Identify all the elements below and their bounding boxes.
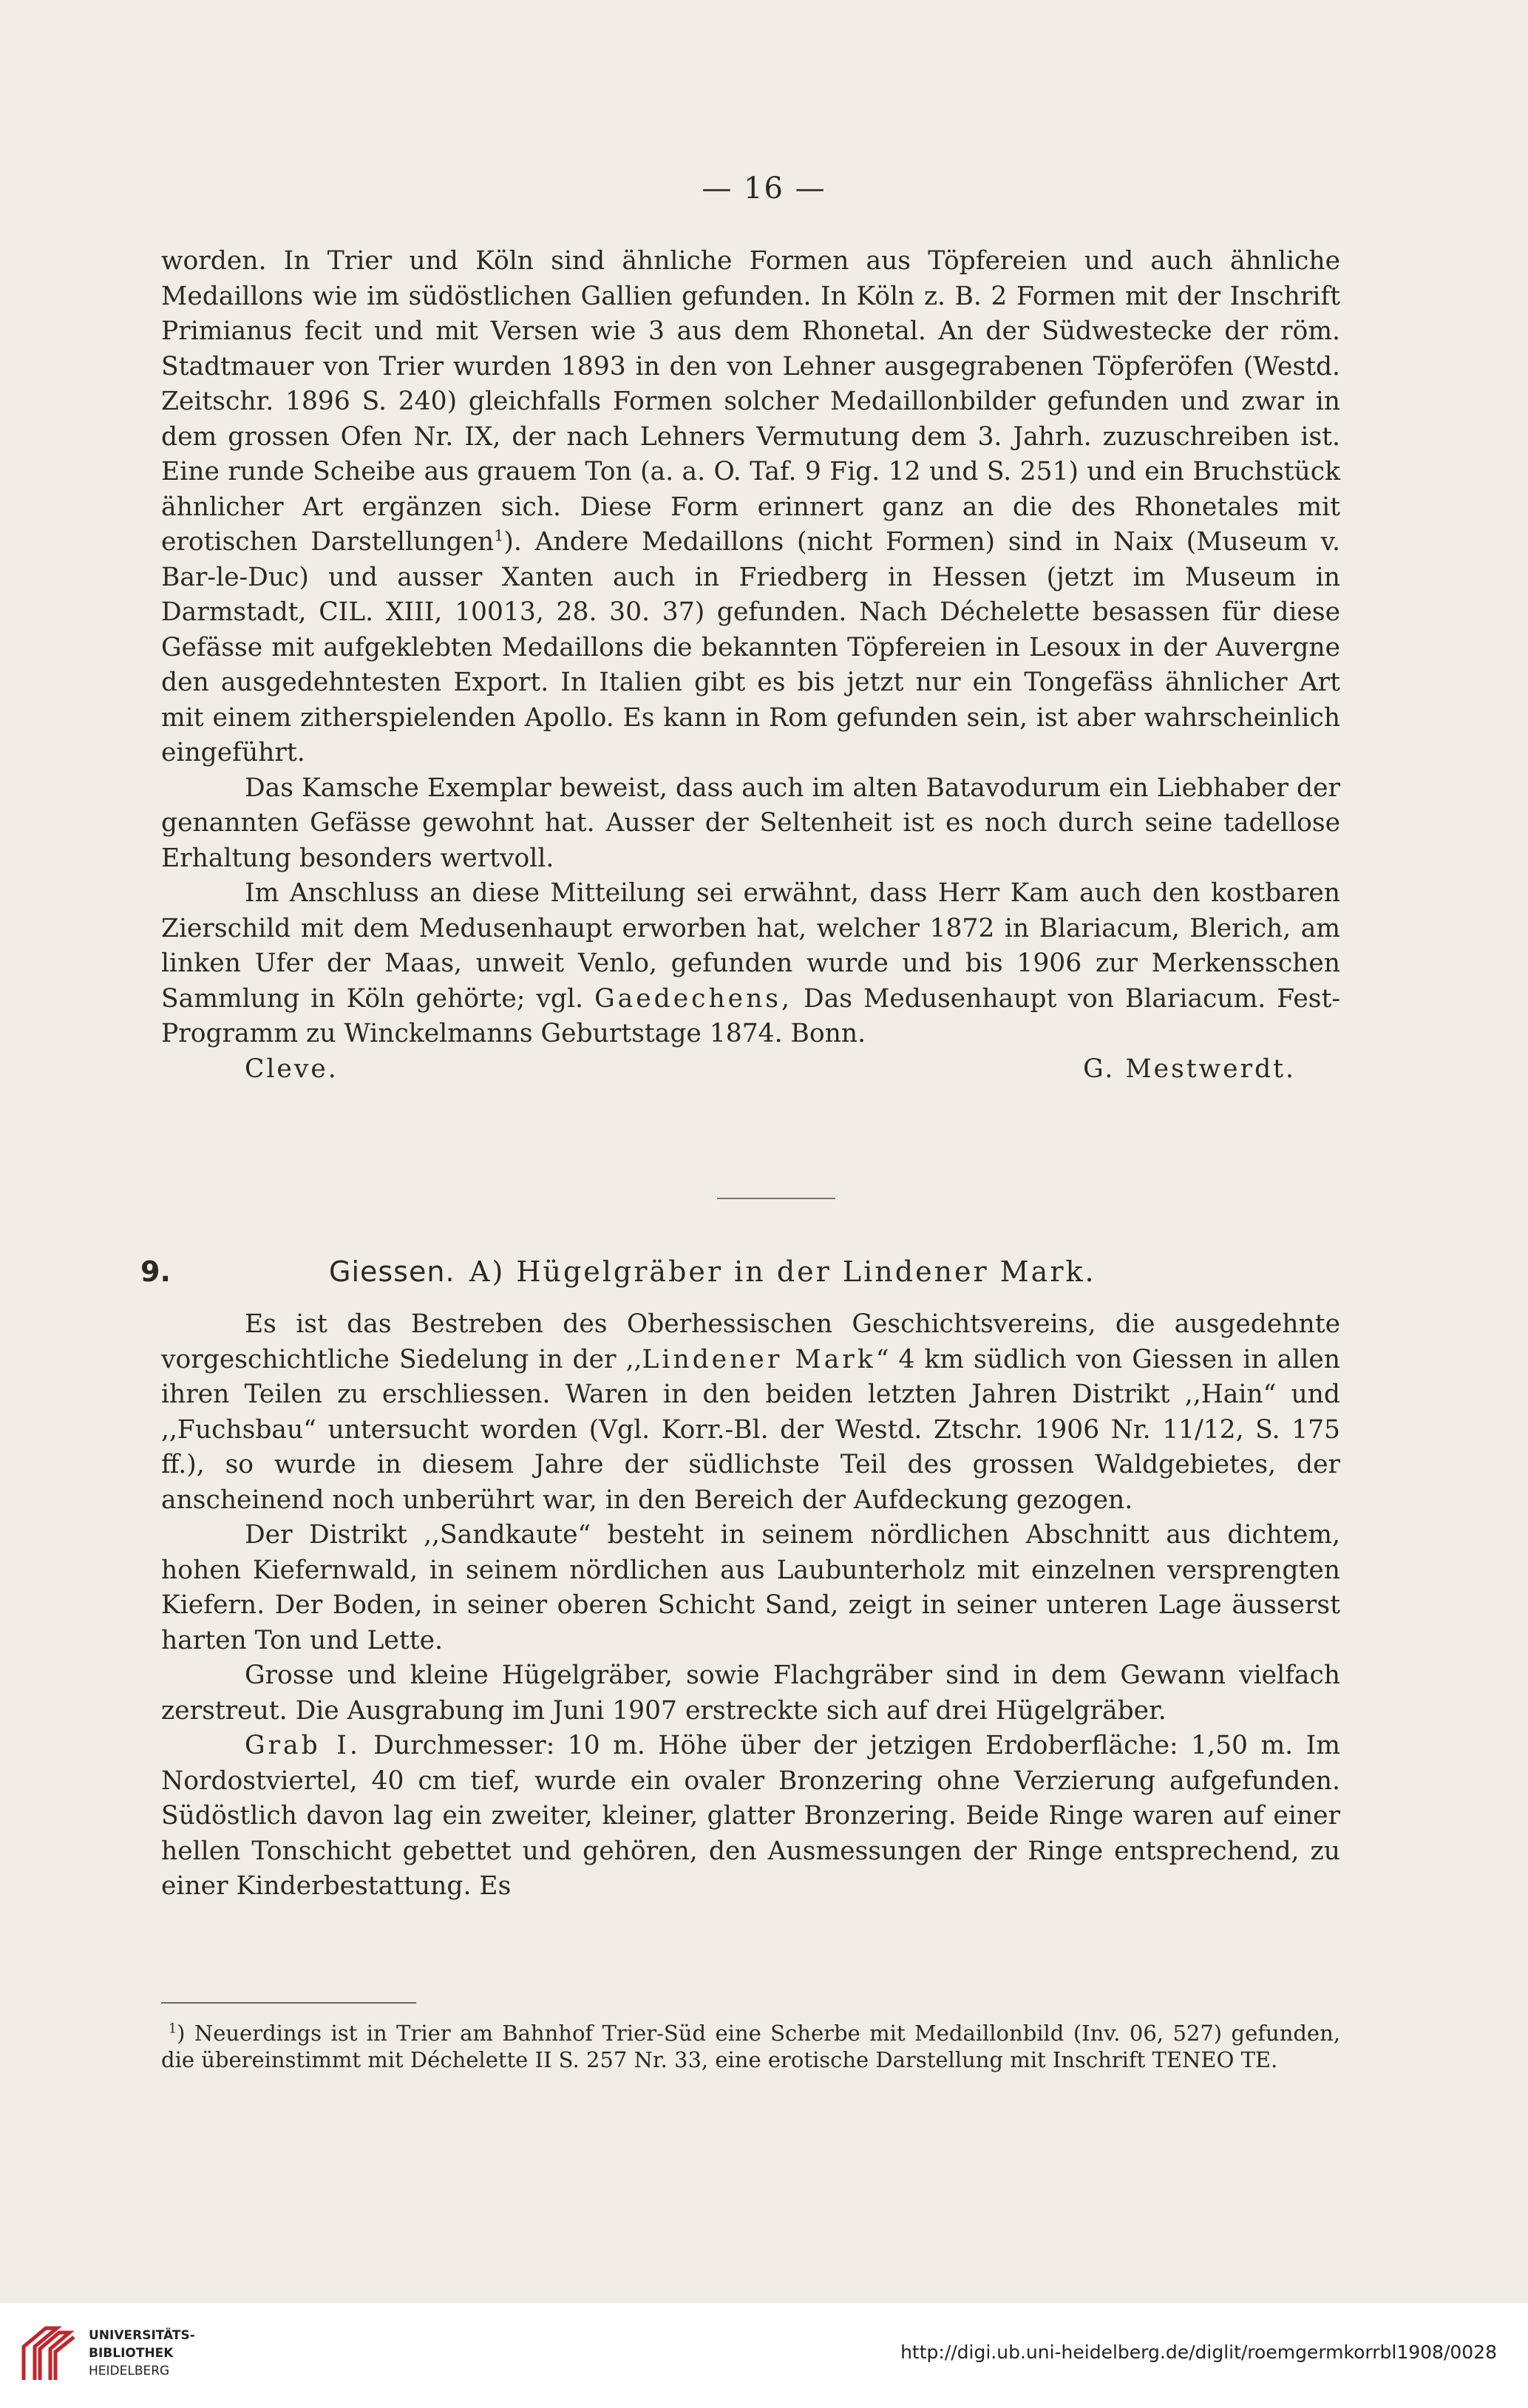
- paragraph: [161, 244, 1340, 771]
- library-name-line: HEIDELBERG: [89, 2364, 170, 2378]
- page-number: — 16 —: [702, 172, 826, 206]
- signature-author: G. Mestwerdt.: [1083, 1054, 1296, 1084]
- paragraph: [161, 1729, 1340, 1905]
- paragraph: [161, 876, 1340, 1052]
- section-body: [161, 1307, 1340, 1905]
- paragraph-text: worden. In Trier und Köln sind ähnliche Formen aus Töpfereien und auch ähnliche Medaillons wie im südöstlichen Gallien gefunden. In Köln z. B. 2 Formen mit der Inschrift Primianus fecit und mit Versen wie 3 aus dem Rhonetal. An der Südwestecke der röm. Stadtmauer von Trier wurden 1893 in den von Lehner ausgegrabenen Töpferöfen (Westd. Zeitschr. 1896 S. 240) gleichfalls Formen solcher Medaillonbilder gefunden und zwar in dem grossen Ofen Nr. IX, der nach Lehners Vermutung dem 3. Jahrh. zuzuschreiben ist. Eine runde Scheibe aus grauem Ton (a. a. O. Taf. 9 Fig. 12 und S. 251) und ein Bruchstück ähnlicher Art ergänzen sich. Diese Form erinnert ganz an die des Rhonetales mit erotischen Darstellungen: [161, 246, 1340, 557]
- place-name: Lindener Mark: [642, 1344, 876, 1374]
- section-number: 9.: [140, 1255, 171, 1288]
- grave-label: Grab I.: [245, 1731, 361, 1760]
- paragraph-text: Durchmesser: 10 m. Höhe über der jetzigen Erdoberfläche: 1,50 m. Im Nordostviertel, 40 cm tief, wurde ein ovaler Bronzering ohne Verzierung aufgefunden. Südöstlich davon lag ein zweiter, kleiner, glatter Bronzering. Beide Ringe waren auf einer hellen Tonschicht gebettet und gehören, den Ausmessungen der Ringe entsprechend, zu einer Kinderbestattung. Es: [161, 1731, 1340, 1901]
- paragraph: Der Distrikt ,,Sandkaute“ besteht in seinem nördlichen Abschnitt aus dichtem, hohen Kiefernwald, in seinem nördlichen aus Laubunterholz mit einzelnen versprengten Kiefern. Der Boden, in seiner oberen Schicht Sand, zeigt in seiner unteren Lage äusserst harten Ton und Lette.: [161, 1520, 1340, 1655]
- library-name-line: UNIVERSITÄTS-: [89, 2328, 195, 2343]
- paragraph-text: “ 4 km südlich von Giessen in allen ihren Teilen zu erschliessen. Waren in den beiden letzten Jahren Distrikt ,,Hain“ und ,,Fuchsbau“ untersucht worden (Vgl. Korr.-Bl. der Westd. Ztschr. 1906 Nr. 11/12, S. 175 ff.), so wurde in diesem Jahre der südlichste Teil des grossen Waldgebietes, der anscheinend noch unberührt war, in den Bereich der Aufdeckung gezogen.: [161, 1344, 1340, 1515]
- paragraph: Grosse und kleine Hügelgräber, sowie Flachgräber sind in dem Gewann vielfach zerstreut. Die Ausgrabung im Juni 1907 erstreckte sich auf drei Hügelgräber.: [161, 1661, 1340, 1726]
- footnote-text: ) Neuerdings ist in Trier am Bahnhof Trier-Süd eine Scherbe mit Medaillonbild (Inv. 06, 527) gefunden, die übereinstimmt mit Déchelette II S. 257 Nr. 33, eine erotische Darstellung mit Inschrift TENEO TE.: [161, 2021, 1340, 2072]
- footnotes: [161, 2020, 1340, 2073]
- author-citation: Gaedechens,: [594, 983, 792, 1014]
- section-place: Giessen.: [329, 1255, 455, 1288]
- footnote-marker: 1: [169, 2021, 177, 2037]
- footnote-reference: 1: [494, 526, 504, 545]
- section-separator: [717, 1198, 835, 1199]
- source-url-link[interactable]: http://digi.ub.uni-heidelberg.de/diglit/roemgermkorrbl1908/0028: [900, 2341, 1497, 2363]
- signature: [161, 1052, 1340, 1088]
- paragraph: [161, 1307, 1340, 1518]
- library-name-line: BIBLIOTHEK: [89, 2346, 174, 2361]
- library-name: [89, 2327, 195, 2380]
- footnote: [161, 2020, 1340, 2073]
- paragraph-text: Im Anschluss an diese Mitteilung sei erwähnt, dass Herr Kam auch den kostbaren Zierschild mit dem Medusenhaupt erworben hat, welcher 1872 in Blariacum, Blerich, am linken Ufer der Maas, unweit Venlo, gefunden wurde und bis 1906 zur Merkensschen Sammlung in Köln gehörte; vgl.: [161, 878, 1340, 1014]
- article-continuation: [161, 244, 1340, 1087]
- paragraph-text: ). Andere Medaillons (nicht Formen) sind in Naix (Museum v. Bar-le-Duc) und ausser Xanten auch in Friedberg in Hessen (jetzt im Museum in Darmstadt, CIL. XIII, 10013, 28. 30. 37) gefunden. Nach Déchelette besassen für diese Gefässe mit aufgeklebten Medaillons die bekannten Töpfereien in Lesoux in der Auvergne den ausgedehntesten Export. In Italien gibt es bis jetzt nur ein Tongefäss ähnlicher Art mit einem zitherspielenden Apollo. Es kann in Rom gefunden sein, ist aber wahrscheinlich eingeführt.: [161, 527, 1340, 767]
- paragraph-text: Es ist das Bestreben des Oberhessischen Geschichtsvereins, die ausgedehnte vorgeschichtliche Siedelung in der ,,: [161, 1309, 1340, 1374]
- paragraph-text: Das Medusenhaupt von Blariacum. Fest-Programm zu Winckelmanns Geburtstage 1874. Bonn.: [161, 983, 1341, 1048]
- signature-place: Cleve.: [245, 1054, 339, 1084]
- paragraph: Das Kamsche Exemplar beweist, dass auch im alten Batavodurum ein Liebhaber der genannten Gefässe gewohnt hat. Ausser der Seltenheit ist es noch durch seine tadellose Erhaltung besonders wertvoll.: [161, 773, 1340, 873]
- library-logo-icon: [16, 2321, 83, 2387]
- section-title: A) Hügelgräber in der Lindener Mark.: [469, 1255, 1096, 1288]
- digitization-footer: [0, 2303, 1528, 2408]
- footnote-rule: [161, 2002, 416, 2004]
